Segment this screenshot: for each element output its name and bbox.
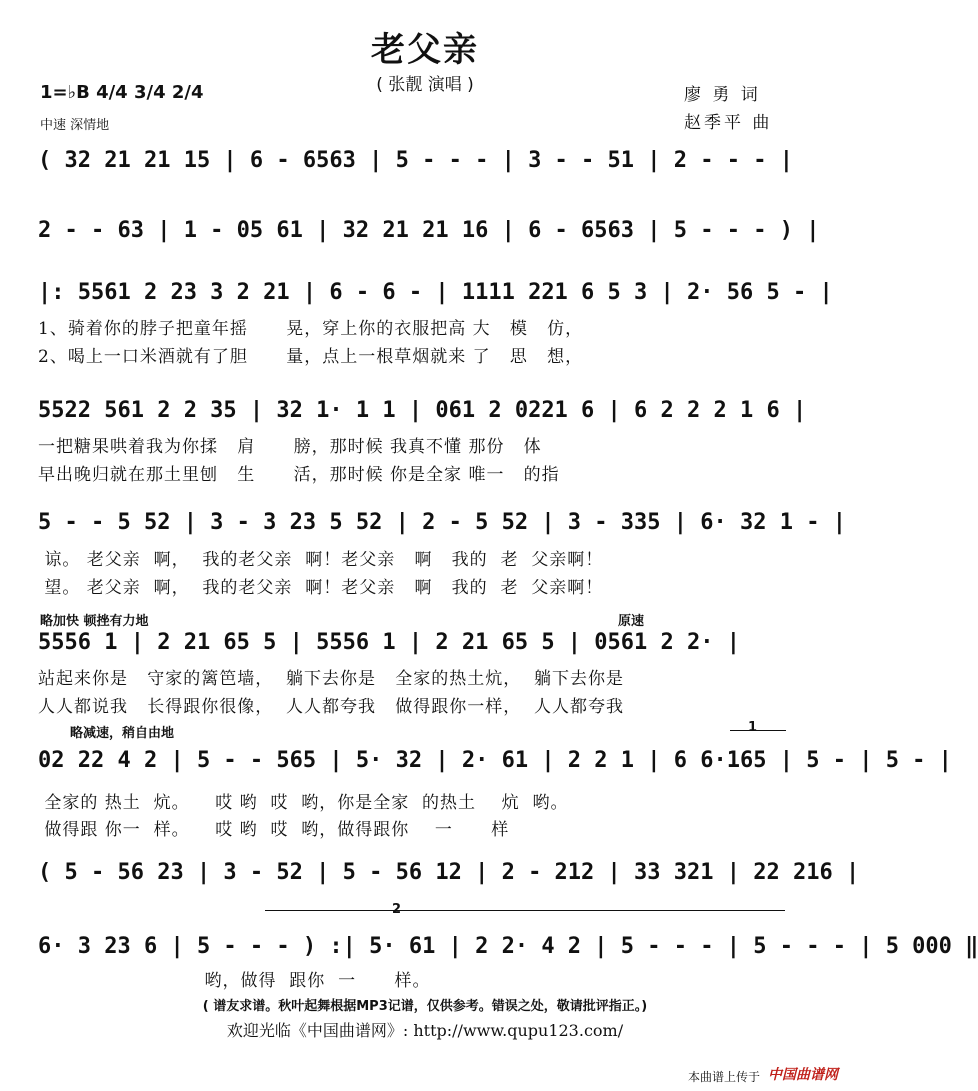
transcriber-note: ( 谱友求谱。秋叶起舞根据MP3记谱，仅供参考。错误之处，敬请批评指正。) (202, 999, 648, 1014)
notation-row-6: 5556 1 | 2 21 65 5 | 5556 1 | 2 21 65 5 | 0561 2 2· | (38, 630, 740, 655)
composer-credit: 赵季平 曲 (684, 113, 773, 133)
lyric-line: 哟，做得 跟你 一 样。 (38, 971, 431, 991)
lyric-line: 早出晚归就在那土里刨 生 活，那时候 你是全家 唯一 的指 (38, 465, 560, 485)
lyric-line: 站起来你是 守家的篱笆墙， 躺下去你是 全家的热土炕， 躺下去你是 (38, 669, 625, 689)
notation-row-9: 6· 3 23 6 | 5 - - - ) :| 5· 61 | 2 2· 4 2 | 5 - - - | 5 - - - | 5 000 ‖ (38, 934, 978, 959)
lyric-line: 谅。 老父亲 啊， 我的老父亲 啊！老父亲 啊 我的 老 父亲啊！ (38, 550, 604, 570)
welcome-link[interactable]: 欢迎光临《中国曲谱网》: http://www.qupu123.com/ (226, 1021, 624, 1040)
faster-marking: 略加快 顿挫有力地 (40, 614, 149, 629)
lyric-line: 望。 老父亲 啊， 我的老父亲 啊！老父亲 啊 我的 老 父亲啊！ (38, 578, 604, 598)
notation-row-8: ( 5 - 56 23 | 3 - 52 | 5 - 56 12 | 2 - 212 | 33 321 | 22 216 | (38, 860, 860, 885)
volta-1-label: 1 (748, 720, 758, 735)
upload-note: 本曲谱上传于 (687, 1070, 760, 1084)
song-title: 老父亲 (371, 30, 479, 70)
site-logo[interactable]: 中国曲谱网 (768, 1067, 838, 1083)
lyric-line: 一把糖果哄着我为你揉 肩 膀，那时候 我真不懂 那份 体 (38, 437, 542, 457)
tempo-marking: 中速 深情地 (40, 118, 110, 133)
volta-1-bracket (730, 730, 786, 731)
volta-2-bracket (265, 910, 785, 911)
lyric-line: 1、骑着你的脖子把童年摇 晃，穿上你的衣服把高 大 模 仿， (38, 319, 584, 339)
lyric-line: 全家的 热土 炕。 哎 哟 哎 哟，你是全家 的热土 炕 哟。 (38, 793, 569, 813)
volta-2-label: 2 (392, 902, 402, 917)
performer-subtitle: ( 张靓 演唱 ) (376, 75, 474, 95)
lyric-line: 做得跟 你一 样。 哎 哟 哎 哟，做得跟你 一 样 (38, 820, 510, 840)
lyric-line: 人人都说我 长得跟你很像， 人人都夸我 做得跟你一样， 人人都夸我 (38, 697, 625, 717)
lyric-line: 2、喝上一口米酒就有了胆 量，点上一根草烟就来 了 思 想， (38, 347, 584, 367)
notation-row-3: |: 5561 2 23 3 2 21 | 6 - 6 - | 1111 221 6 5 3 | 2· 56 5 - | (38, 280, 833, 305)
key-signature: 1=♭B 4/4 3/4 2/4 (40, 82, 204, 103)
notation-row-1: ( 32 21 21 15 | 6 - 6563 | 5 - - - | 3 - - 51 | 2 - - - | (38, 148, 793, 173)
notation-row-2: 2 - - 63 | 1 - 05 61 | 32 21 21 16 | 6 - 6563 | 5 - - - ) | (38, 218, 820, 243)
notation-row-4: 5522 561 2 2 35 | 32 1· 1 1 | 061 2 0221 6 | 6 2 2 2 1 6 | (38, 398, 807, 423)
original-tempo-marking: 原速 (618, 614, 645, 629)
notation-row-7: 02 22 4 2 | 5 - - 565 | 5· 32 | 2· 61 | 2 2 1 | 6 6·165 | 5 - | 5 - | (38, 748, 952, 773)
lyricist-credit: 廖 勇 词 (684, 85, 761, 105)
slower-marking: 略减速，稍自由地 (70, 726, 175, 741)
notation-row-5: 5 - - 5 52 | 3 - 3 23 5 52 | 2 - 5 52 | 3 - 335 | 6· 32 1 - | (38, 510, 846, 535)
